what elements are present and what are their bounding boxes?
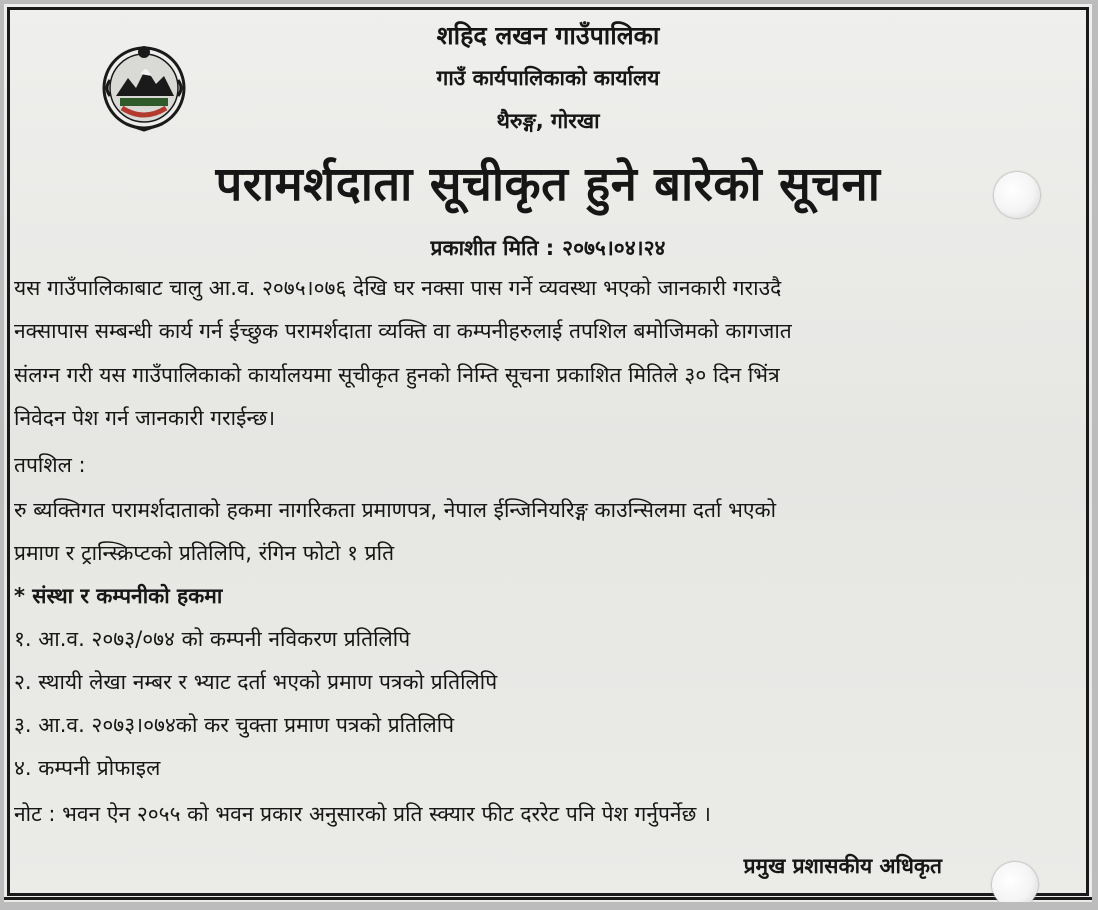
body-line: यस गाउँपालिकाबाट चालु आ.व. २०७५।०७६ देखि घर नक्सा पास गर्ने व्यवस्था भएको जानकारी गराउदै (14, 276, 782, 300)
published-date-value: २०७५।०४।२४ (562, 236, 666, 260)
company-heading: * संस्था र कम्पनीको हकमा (14, 584, 223, 608)
notice-title: परामर्शदाता सूचीकृत हुने बारेको सूचना (215, 157, 881, 212)
published-date-row (4, 234, 1092, 262)
pin-hole-icon (994, 172, 1040, 218)
notice-paper (4, 4, 1092, 902)
body-line: निवेदन पेश गर्न जानकारी गराईन्छ। (14, 406, 276, 430)
fee-note: नोट : भवन ऐन २०५५ को भवन प्रकार अनुसारको प्रति स्क्यार फीट दररेट पनि पेश गर्नुपर्नेछ । (14, 802, 711, 826)
individual-requirements-line: प्रमाण र ट्रान्स्क्रिप्टको प्रतिलिपि, रंगिन फोटो १ प्रति (14, 541, 395, 565)
body-line: नक्सापास सम्बन्धी कार्य गर्न ईच्छुक परामर्शदाता व्यक्ति वा कम्पनीहरुलाई तपशिल बमोजिमको कागजात (14, 319, 792, 343)
company-item: २. स्थायी लेखा नम्बर र भ्याट दर्ता भएको प्रमाण पत्रको प्रतिलिपि (14, 670, 498, 694)
bottom-rule (4, 897, 1092, 900)
individual-requirements-line: रु ब्यक्तिगत परामर्शदाताको हकमा नागरिकता प्रमाणपत्र, नेपाल ईन्जिनियरिङ्ग काउन्सिलमा दर्ता भएको (14, 498, 777, 522)
published-date-label: प्रकाशीत मिति : (430, 236, 555, 260)
signatory-title: प्रमुख प्रशासकीय अधिकृत (743, 854, 942, 878)
notice-frame (7, 7, 1089, 896)
body-line: संलग्न गरी यस गाउँपालिकाको कार्यालयमा सूचीकृत हुनको निम्ति सूचना प्रकाशित मितिले ३० दिन भिंत्र (14, 363, 780, 387)
office-location: थैरुङ्ग, गोरखा (496, 109, 600, 133)
company-item: ४. कम्पनी प्रोफाइल (14, 756, 161, 780)
details-label: तपशिल : (14, 453, 86, 477)
pin-hole-icon (992, 862, 1038, 902)
municipality-name: शहिद लखन गाउँपालिका (436, 21, 660, 50)
company-item: १. आ.व. २०७३/०७४ को कम्पनी नविकरण प्रतिलिपि (14, 627, 411, 651)
office-name: गाउँ कार्यपालिकाको कार्यालय (436, 66, 660, 90)
company-item: ३. आ.व. २०७३।०७४को कर चुक्ता प्रमाण पत्रको प्रतिलिपि (14, 713, 455, 737)
